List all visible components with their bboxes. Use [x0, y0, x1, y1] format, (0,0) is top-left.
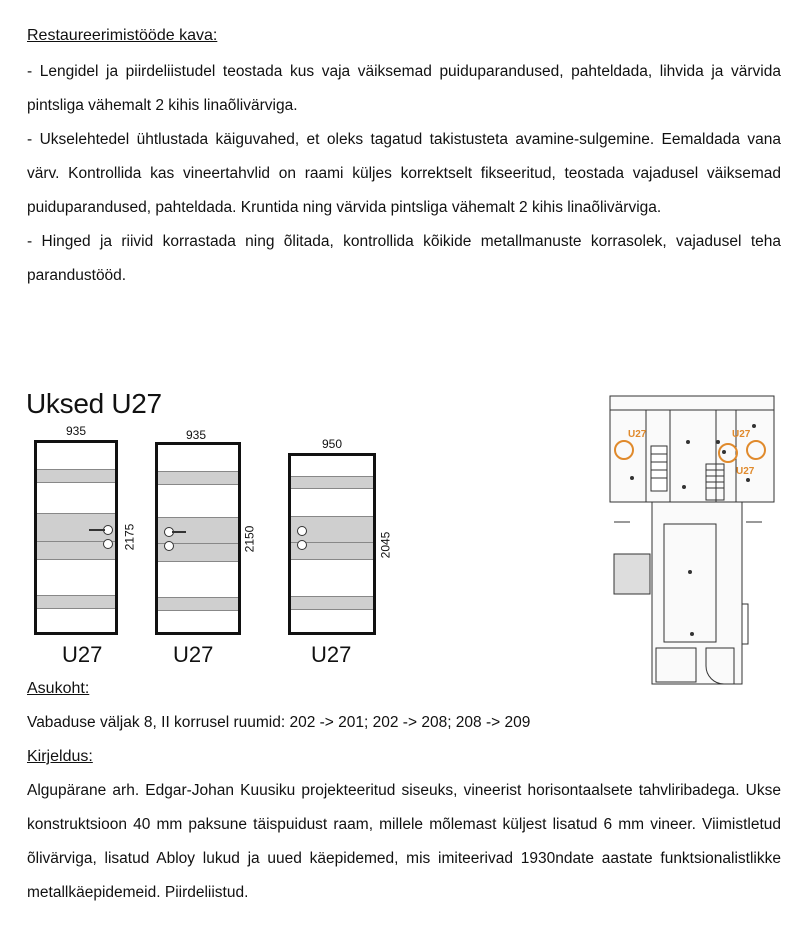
location-title: Asukoht: [27, 680, 90, 697]
restoration-list [27, 55, 781, 293]
door-1-height: 2175 [122, 523, 137, 551]
plan-marker-3: U27 [736, 466, 755, 477]
door-2-width: 935 [186, 428, 207, 442]
restoration-item: - Ukselehtedel ühtlustada käiguvahed, et oleks tagatud takistusteta avamine-sulgemine. Eemaldada vana värv. Kontrollida kas vineertahvlid on raami küljes korrektselt fikseeritud, teostada vajadusel väiksemad puiduparandused, pahteldada. Kruntida ning värvida pintsliga vähemalt 2 kihis linaõlivärviga. [27, 131, 781, 216]
door-3-height: 2045 [378, 531, 393, 559]
door-2-label: U27 [173, 642, 214, 667]
doors-heading: Uksed U27 [26, 388, 162, 419]
plan-marker-2: U27 [732, 429, 751, 440]
door-3-width: 950 [322, 437, 343, 451]
restoration-item: - Lengidel ja piirdeliistudel teostada kus vaja väiksemad puiduparandused, pahteldada, lihvida ja värvida pintsliga vähemalt 2 kihis linaõlivärviga. [27, 63, 781, 114]
door-3-label: U27 [311, 642, 352, 667]
door-1-label: U27 [62, 642, 103, 667]
description-title: Kirjeldus: [27, 748, 93, 765]
location-text [27, 706, 781, 740]
plan-marker-1: U27 [628, 429, 647, 440]
description-text [27, 774, 781, 910]
door-1-width: 935 [66, 424, 87, 438]
door-2-height: 2150 [242, 525, 257, 553]
description-paragraph: Algupärane arh. Edgar-Johan Kuusiku projekteeritud siseuks, vineerist horisontaalsete tahvliribadega. Ukse konstruktsioon 40 mm paksune täispuidust raam, millele mõlemast küljest lisatud 6 mm vineer. Viimistletud õlivärviga, lisatud Abloy lukud ja uued käepidemed, mis imiteerivad 1930ndate aastate funktsionalistlikke metallkäepidemeid. Piirdeliistud. [27, 782, 781, 901]
door-2-drawing [155, 442, 241, 635]
door-3-drawing [288, 453, 376, 635]
restoration-item: - Hinged ja riivid korrastada ning õlitada, kontrollida kõikide metallmanuste korrasolek, vajadusel teha parandustööd. [27, 233, 781, 284]
door-1-drawing [34, 440, 118, 635]
restoration-title: Restaureerimistööde kava: [27, 27, 218, 44]
location-line: Vabaduse väljak 8, II korrusel ruumid: 202 -> 201; 202 -> 208; 208 -> 209 [27, 714, 531, 731]
floor-plan [606, 384, 778, 692]
